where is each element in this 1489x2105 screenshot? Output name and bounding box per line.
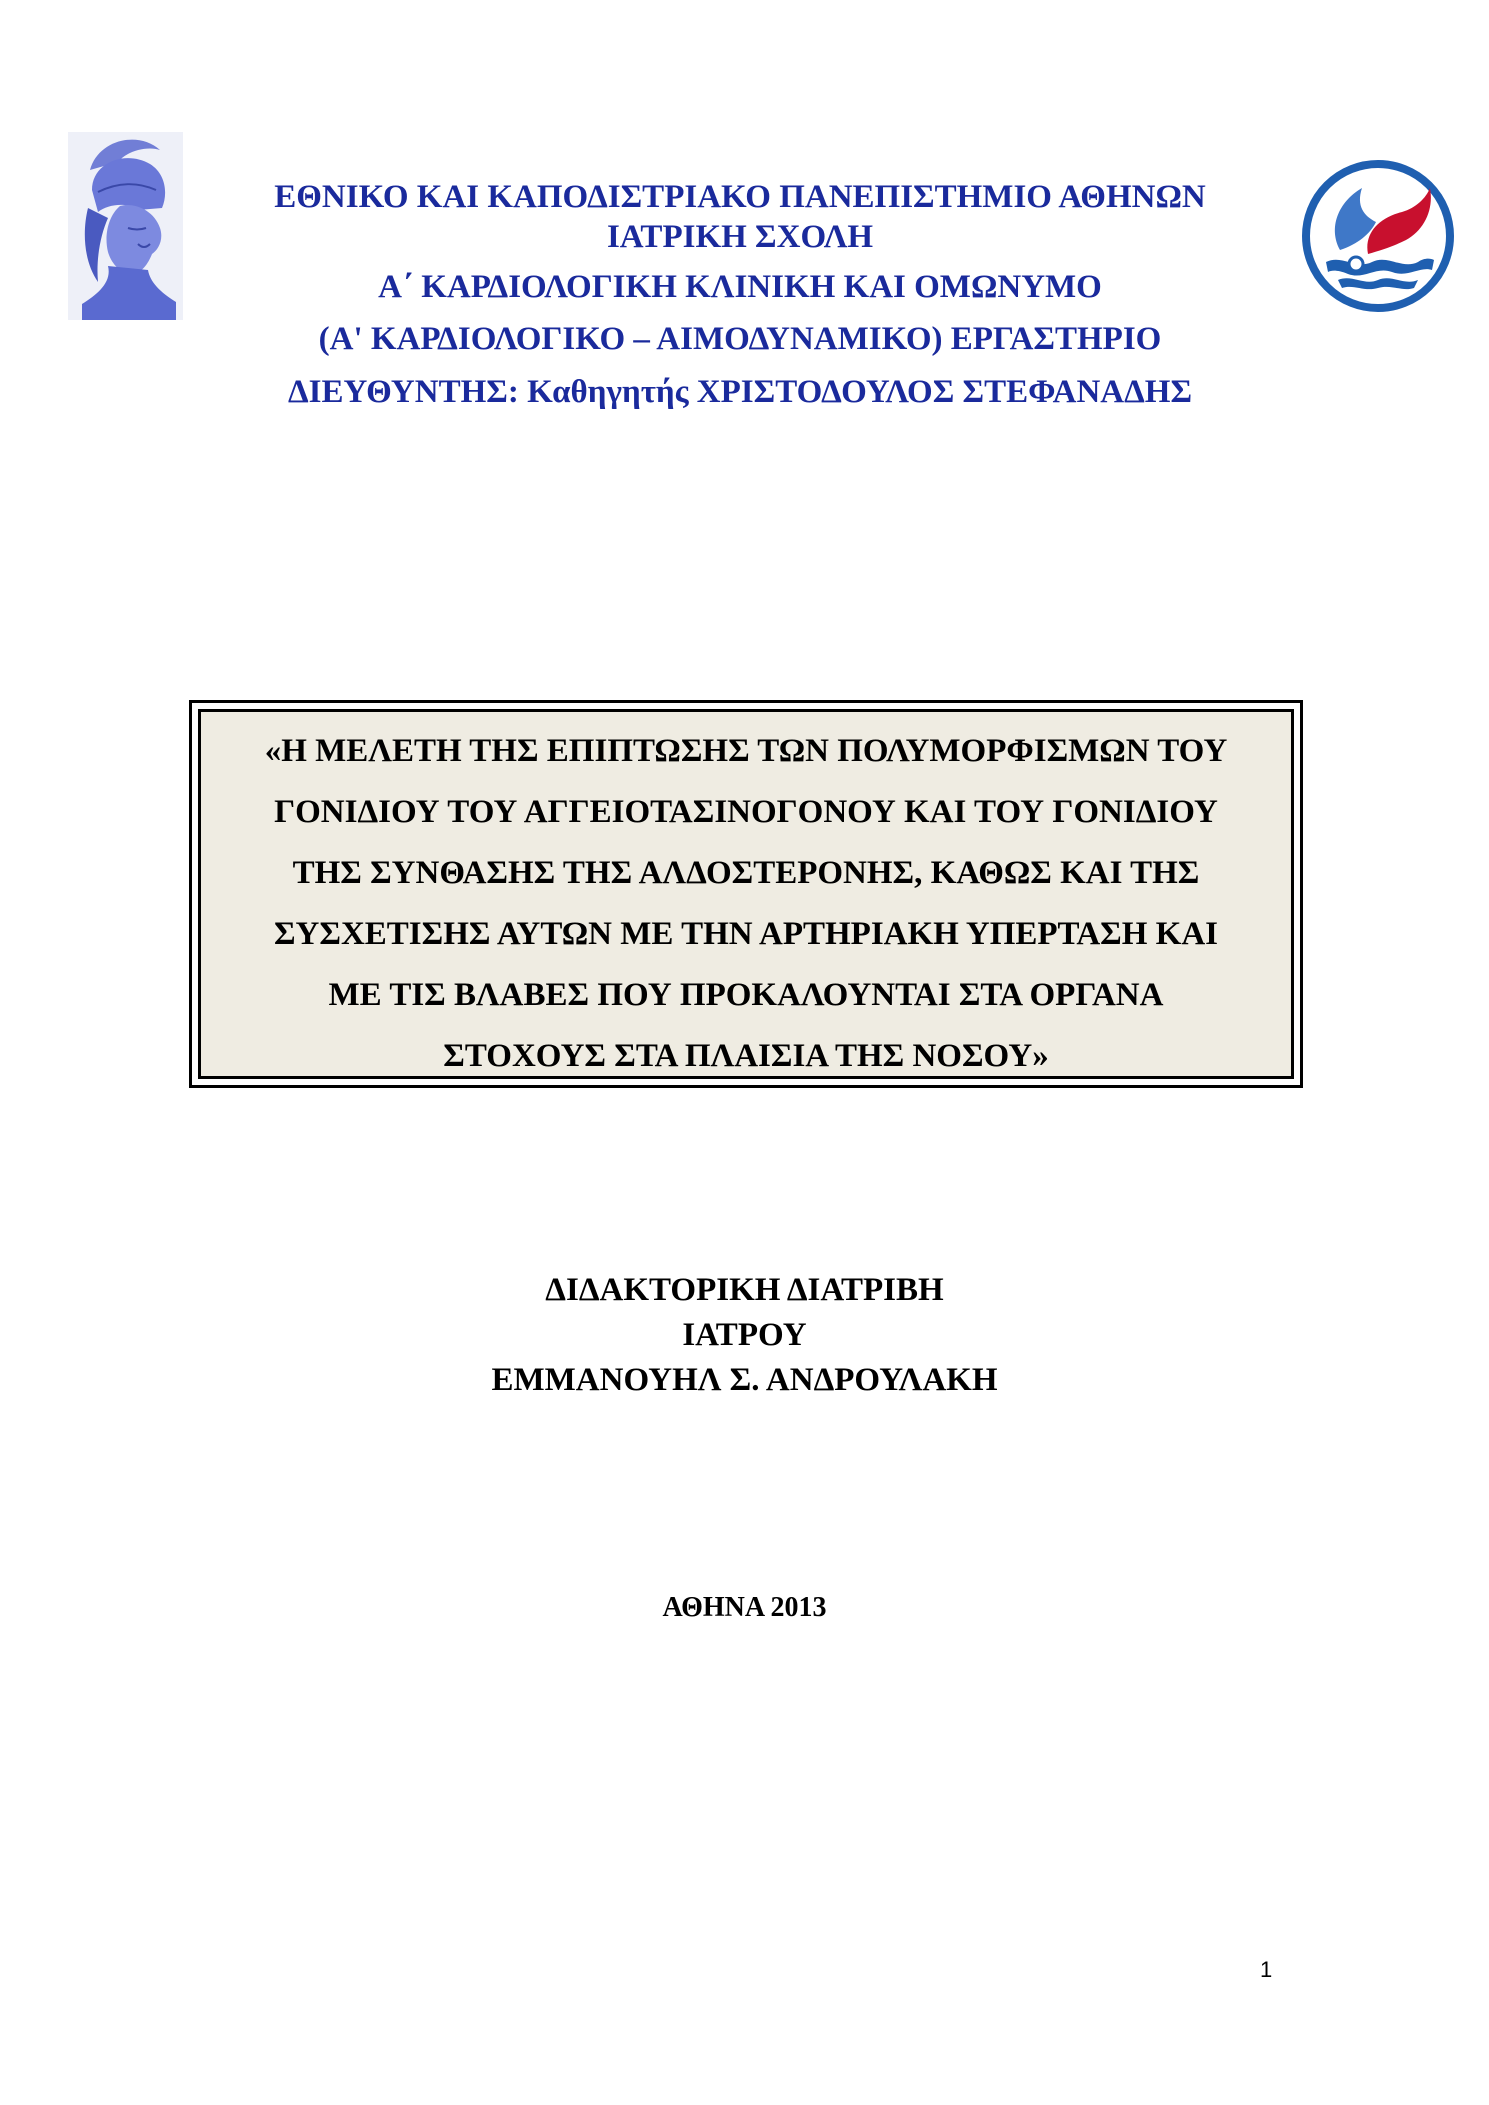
- clinic-name: Α΄ ΚΑΡΔΙΟΛΟΓΙΚΗ ΚΛΙΝΙΚΗ ΚΑΙ ΟΜΩΝΥΜΟ: [378, 269, 1102, 305]
- thesis-author: ΕΜΜΑΝΟΥΗΛ Σ. ΑΝΔΡΟΥΛΑΚΗ: [491, 1362, 998, 1398]
- thesis-title-box-inner: [198, 709, 1294, 1079]
- thesis-of: ΙΑΤΡΟΥ: [682, 1317, 807, 1353]
- place-year: ΑΘΗΝΑ 2013: [662, 1592, 827, 1623]
- emblem-graphic: [1298, 158, 1458, 314]
- thesis-title-line: ΜΕ ΤΙΣ ΒΛΑΒΕΣ ΠΟΥ ΠΡΟΚΑΛΟΥΝΤΑΙ ΣΤΑ ΟΡΓΑΝΑ: [328, 977, 1164, 1013]
- university-name: ΕΘΝΙΚΟ ΚΑΙ ΚΑΠΟΔΙΣΤΡΙΑΚΟ ΠΑΝΕΠΙΣΤΗΜΙΟ ΑΘΗΝΩΝ: [274, 179, 1206, 215]
- athena-head-icon: [68, 132, 183, 320]
- thesis-type: ΔΙΔΑΚΤΟΡΙΚΗ ΔΙΑΤΡΙΒΗ: [545, 1272, 944, 1308]
- thesis-title-box: [189, 700, 1303, 1088]
- flame-wave-emblem-icon: [1298, 158, 1458, 314]
- thesis-title: [201, 726, 1291, 1092]
- laboratory-name: (Α' ΚΑΡΔΙΟΛΟΓΙΚΟ – ΑΙΜΟΔΥΝΑΜΙΚΟ) ΕΡΓΑΣΤΗΡΙΟ: [318, 321, 1162, 357]
- athena-head-graphic: [68, 132, 183, 320]
- school-name: ΙΑΤΡΙΚΗ ΣΧΟΛΗ: [606, 219, 874, 255]
- thesis-title-line: ΣΥΣΧΕΤΙΣΗΣ ΑΥΤΩΝ ΜΕ ΤΗΝ ΑΡΤΗΡΙΑΚΗ ΥΠΕΡΤΑΣΗ ΚΑΙ: [273, 916, 1219, 952]
- thesis-title-line: ΣΤΟΧΟΥΣ ΣΤΑ ΠΛΑΙΣΙΑ ΤΗΣ ΝΟΣΟΥ»: [443, 1038, 1049, 1074]
- thesis-title-line: «Η ΜΕΛΕΤΗ ΤΗΣ ΕΠΙΠΤΩΣΗΣ ΤΩΝ ΠΟΛΥΜΟΡΦΙΣΜΩΝ ΤΟΥ: [264, 733, 1228, 769]
- thesis-title-line: ΓΟΝΙΔΙΟΥ ΤΟΥ ΑΓΓΕΙΟΤΑΣΙΝΟΓΟΝΟΥ ΚΑΙ ΤΟΥ ΓΟΝΙΔΙΟΥ: [274, 794, 1218, 830]
- page-number: 1: [1260, 1957, 1273, 1982]
- director-line: ΔΙΕΥΘΥΝΤΗΣ: Καθηγητής ΧΡΙΣΤΟΔΟΥΛΟΣ ΣΤΕΦΑΝΑΔΗΣ: [287, 374, 1193, 410]
- thesis-title-line: ΤΗΣ ΣΥΝΘΑΣΗΣ ΤΗΣ ΑΛΔΟΣΤΕΡΟΝΗΣ, ΚΑΘΩΣ ΚΑΙ ΤΗΣ: [292, 855, 1200, 891]
